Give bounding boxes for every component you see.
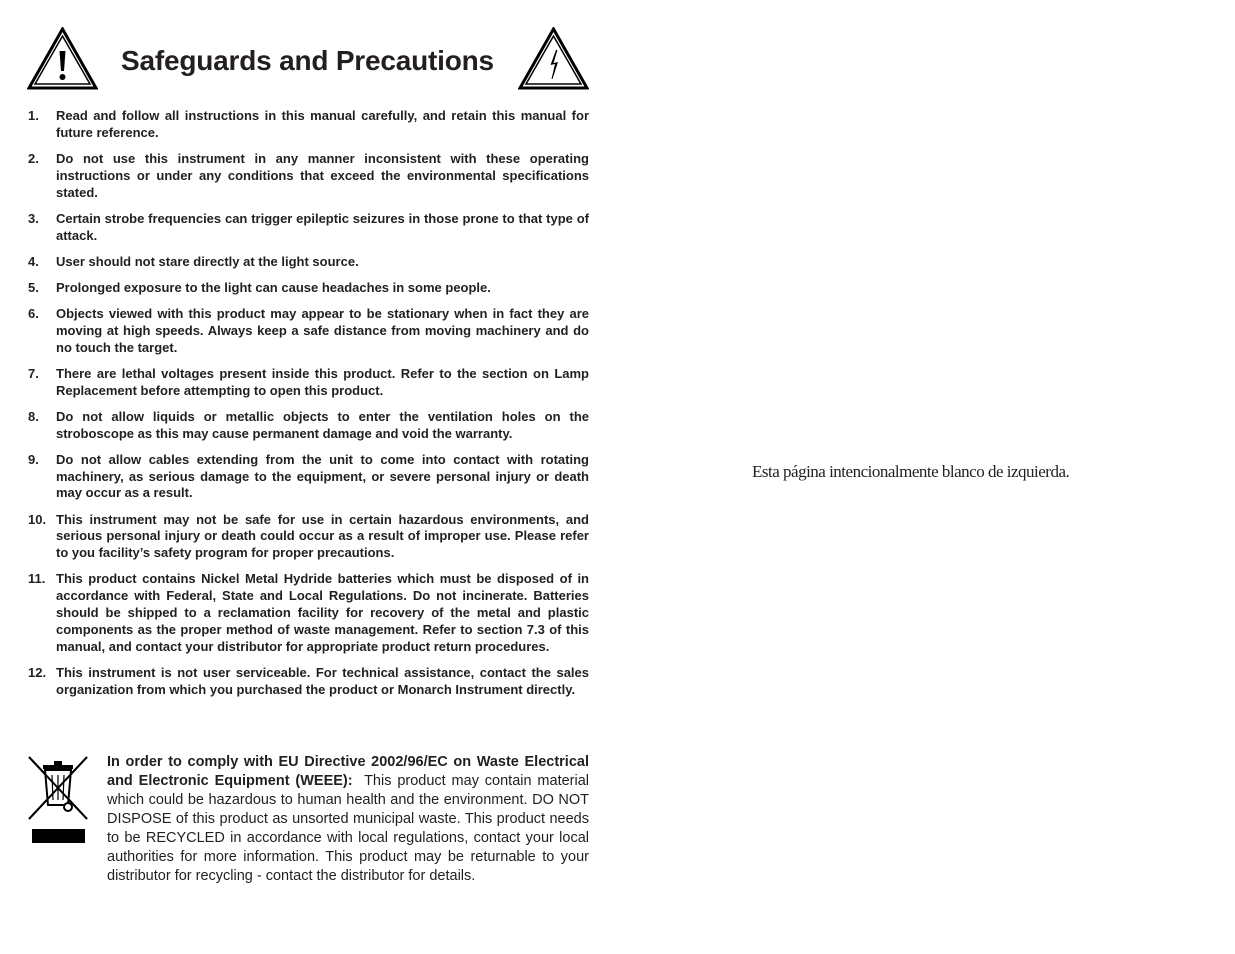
item-number: 2. [28, 150, 39, 166]
item-text: Do not use this instrument in any manner inconsistent with these operating instructions or under any conditions that exceed the environmental specifications stated. [56, 150, 589, 200]
item-number: 11. [28, 571, 46, 587]
item-text: Certain strobe frequencies can trigger epileptic seizures in those prone to that type of attack. [56, 210, 589, 243]
item-text: There are lethal voltages present inside this product. Refer to the section on Lamp Replacement before attempting to open this product. [56, 365, 589, 398]
list-item [28, 306, 589, 356]
list-item [28, 280, 589, 297]
item-text: Objects viewed with this product may appear to be stationary when in fact they are moving at high speeds. Always keep a safe distance from moving machinery and do no touch the target. [56, 306, 589, 355]
list-item [28, 665, 589, 699]
weee-notice-body: This product may contain material which could be hazardous to human health and the environment. DO NOT DISPOSE of this product as unsorted municipal waste. This product needs to be RECYCLED in accordance with local regulations, contact your local authorities for more information. This product may be returnable to your distributor for recycling - contact the distributor for details. [107, 773, 590, 884]
list-item [28, 409, 589, 443]
page-title: Safeguards and Precautions [121, 45, 494, 76]
item-number: 10. [28, 511, 47, 527]
list-item [28, 108, 589, 142]
item-text: User should not stare directly at the light source. [56, 253, 359, 269]
item-text: This instrument is not user serviceable. For technical assistance, contact the sales organization from which you purchased the product or Monarch Instrument directly. [56, 664, 589, 697]
list-item [28, 512, 589, 562]
list-item [28, 366, 589, 400]
item-number: 4. [28, 253, 39, 269]
item-number: 3. [28, 210, 39, 226]
item-text: This instrument may not be safe for use in certain hazardous environments, and serious personal injury or death could occur as a result of improper use. Please refer to you facility’s safety program for proper precautions. [56, 511, 589, 561]
list-item [28, 151, 589, 201]
precautions-list [28, 108, 589, 708]
weee-underline-bar [32, 829, 85, 843]
item-number: 9. [28, 451, 39, 467]
weee-notice [107, 753, 589, 886]
list-item [28, 571, 589, 655]
item-text: Prolonged exposure to the light can cause headaches in some people. [56, 279, 491, 295]
blank-page-note: Esta página intencionalmente blanco de izquierda. [752, 462, 1070, 481]
item-number: 6. [28, 306, 39, 322]
warning-exclamation-icon [27, 27, 98, 90]
list-item [28, 452, 589, 502]
item-number: 7. [28, 365, 39, 381]
list-item [28, 254, 589, 271]
item-number: 12. [28, 664, 47, 680]
item-number: 5. [28, 279, 39, 295]
item-text: Do not allow liquids or metallic objects to enter the ventilation holes on the stroboscope as this may cause permanent damage and void the warranty. [56, 408, 589, 441]
item-number: 8. [28, 408, 39, 424]
item-text: Do not allow cables extending from the unit to come into contact with rotating machinery, as serious damage to the equipment, or severe personal injury or death may occur as a result. [56, 451, 589, 501]
item-text: This product contains Nickel Metal Hydride batteries which must be disposed of in accordance with Federal, State and Local Regulations. Do not incinerate. Batteries should be shipped to a reclamation facility for recovery of the metal and plastic components as the proper method of waste management. Refer to section 7.3 of this manual, and contact your distributor for appropriate product return procedures. [56, 571, 589, 654]
item-number: 1. [28, 108, 39, 123]
weee-notice-heading: In order to comply with EU Directive 2002/96/EC on Waste Electrical and Electronic Equipment (WEEE): [107, 754, 589, 789]
crossed-out-wheelie-bin-icon [27, 755, 89, 821]
item-text: Read and follow all instructions in this manual carefully, and retain this manual for future reference. [56, 108, 589, 140]
list-item [28, 211, 589, 245]
high-voltage-icon [518, 27, 589, 90]
